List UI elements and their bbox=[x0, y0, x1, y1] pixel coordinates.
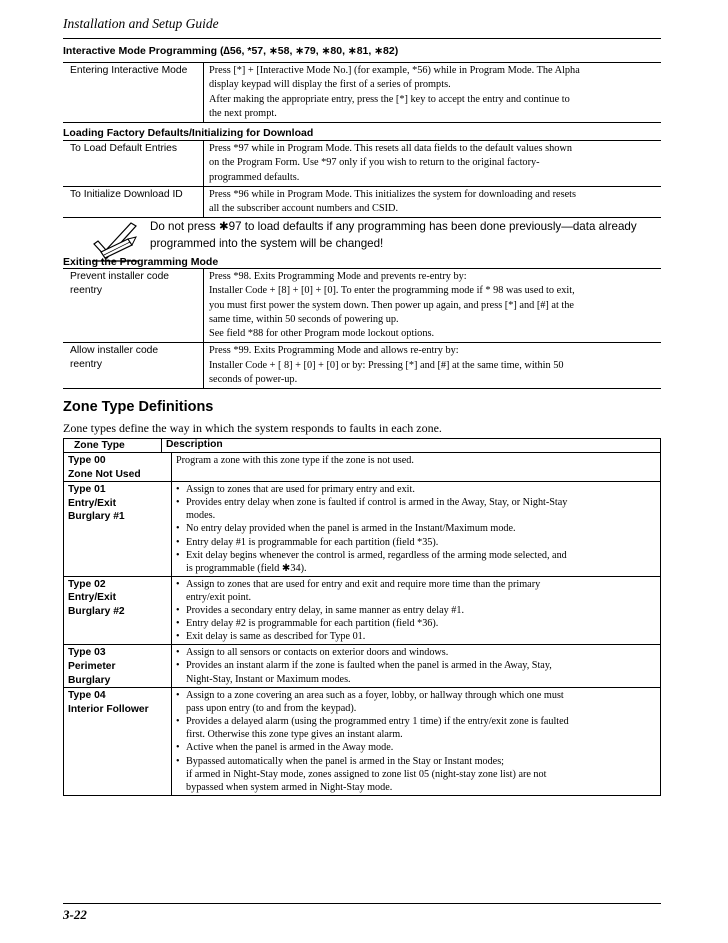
bullet-line: modes. bbox=[186, 510, 216, 522]
bullet-text bbox=[186, 630, 365, 643]
bullet-line: Bypassed automatically when the panel is armed in the Stay or Instant modes; bbox=[186, 755, 505, 767]
zone-type-line: Interior Follower bbox=[68, 703, 149, 715]
description-text bbox=[176, 454, 658, 467]
bullet-line: first. Otherwise this zone type gives an instant alarm. bbox=[186, 729, 403, 741]
bullet-item bbox=[176, 689, 658, 715]
zone-type-cell bbox=[64, 577, 172, 644]
bullet-icon: • bbox=[176, 647, 180, 659]
header-rule bbox=[63, 38, 661, 39]
description-line: Program a zone with this zone type if the zone is not used. bbox=[176, 455, 414, 466]
bullet-item bbox=[176, 522, 658, 535]
bullet-icon: • bbox=[176, 536, 180, 548]
row-label bbox=[63, 63, 204, 122]
bullet-text bbox=[186, 646, 448, 659]
zone-type-line: Type 04 bbox=[68, 690, 106, 702]
col-header-description: Description bbox=[166, 439, 223, 450]
bullet-icon: • bbox=[176, 742, 180, 754]
page-number: 3-22 bbox=[63, 907, 87, 922]
bullet-item bbox=[176, 549, 658, 575]
bullet-item bbox=[176, 536, 658, 549]
bullet-icon: • bbox=[176, 755, 180, 767]
table-row bbox=[64, 688, 660, 795]
bullet-item bbox=[176, 617, 658, 630]
zone-type-heading: Zone Type Definitions bbox=[63, 399, 214, 415]
bullet-icon: • bbox=[176, 618, 180, 630]
row-text-line: Installer Code + [ 8] + [0] + [0] or by: Pressing [*] and [#] at the same time, within 50 bbox=[209, 359, 564, 371]
bullet-icon: • bbox=[176, 660, 180, 672]
zone-type-line: Type 00 bbox=[68, 455, 106, 466]
zone-description-cell bbox=[172, 482, 660, 576]
bullet-item bbox=[176, 741, 658, 754]
bullet-line: Provides an instant alarm if the zone is faulted when the panel is armed in the Away, Stay, bbox=[186, 660, 552, 672]
bullet-item bbox=[176, 578, 658, 604]
row-description bbox=[204, 187, 661, 218]
bullet-item bbox=[176, 630, 658, 643]
row-text-line: you must first power the system down. Then power up again, and press [*] and [#] at the bbox=[209, 299, 574, 311]
bullet-item bbox=[176, 659, 658, 685]
zone-description-cell bbox=[172, 645, 660, 687]
row-text-line: seconds of power-up. bbox=[209, 374, 298, 386]
bullet-item bbox=[176, 715, 658, 741]
zone-description-cell bbox=[172, 577, 660, 644]
bullet-icon: • bbox=[176, 690, 180, 702]
row-description bbox=[204, 141, 661, 186]
bullet-line: Night-Stay, Instant or Maximum modes. bbox=[186, 673, 351, 685]
bullet-text bbox=[186, 689, 564, 715]
bullet-text bbox=[186, 496, 567, 522]
row-text-line: display keypad will display the first of a series of prompts. bbox=[209, 79, 451, 91]
bullet-text bbox=[186, 741, 393, 754]
table-row bbox=[63, 141, 661, 187]
bullet-item bbox=[176, 646, 658, 659]
bullet-text bbox=[186, 755, 546, 794]
bullet-icon: • bbox=[176, 605, 180, 617]
bullet-text bbox=[186, 715, 569, 741]
zone-type-line: Burglary #2 bbox=[68, 606, 125, 618]
bullet-line: Active when the panel is armed in the Away mode. bbox=[186, 742, 394, 754]
bullet-line: Assign to zones that are used for entry and exit and require more time than the primary bbox=[186, 578, 541, 590]
bullet-line: Exit delay is same as described for Type 01. bbox=[186, 631, 366, 643]
row-label-line: Allow installer code bbox=[70, 345, 159, 357]
zone-table-header bbox=[64, 439, 660, 453]
zone-type-intro: Zone types define the way in which the system responds to faults in each zone. bbox=[63, 421, 442, 435]
row-label bbox=[63, 141, 204, 186]
row-text-line: Press *98. Exits Programming Mode and prevents re-entry by: bbox=[209, 271, 467, 282]
table-row bbox=[63, 269, 661, 343]
row-label-line: Entering Interactive Mode bbox=[70, 65, 188, 76]
bullet-line: No entry delay provided when the panel is armed in the Instant/Maximum mode. bbox=[186, 523, 516, 535]
bullet-text bbox=[186, 536, 438, 549]
zone-type-line: Entry/Exit bbox=[68, 592, 117, 604]
bullet-line: if armed in Night-Stay mode, zones assigned to zone list 05 (night-stay zone list) are not bbox=[186, 768, 547, 780]
zone-description-cell bbox=[172, 453, 660, 481]
footer-rule bbox=[63, 903, 661, 904]
row-label bbox=[63, 343, 204, 388]
row-text-line: After making the appropriate entry, press the [*] key to accept the entry and continue to bbox=[209, 93, 570, 105]
row-text-line: Installer Code + [8] + [0] + [0]. To enter the programming mode if * 98 was used to exit, bbox=[209, 285, 575, 297]
zone-type-cell bbox=[64, 645, 172, 687]
zone-type-cell bbox=[64, 453, 172, 481]
row-text-line: the next prompt. bbox=[209, 107, 277, 119]
bullet-text bbox=[186, 522, 516, 535]
zone-type-cell bbox=[64, 482, 172, 576]
bullet-line: Assign to a zone covering an area such as a foyer, lobby, or hallway through which one must bbox=[186, 690, 564, 702]
row-label bbox=[63, 269, 204, 342]
bullet-line: Provides entry delay when zone is faulted if control is armed in the Away, Stay, or Night-Stay bbox=[186, 497, 568, 509]
bullet-line: Provides a delayed alarm (using the programmed entry 1 time) if the entry/exit zone is faulted bbox=[186, 716, 569, 728]
bullet-icon: • bbox=[176, 523, 180, 535]
row-label-line: To Initialize Download ID bbox=[70, 188, 183, 200]
bullet-line: entry/exit point. bbox=[186, 591, 252, 603]
zone-type-line: Type 02 bbox=[68, 578, 106, 590]
col-header-zone-type: Zone Type bbox=[64, 439, 162, 452]
warning-line: programmed into the system will be changed! bbox=[150, 236, 384, 250]
bullet-line: Provides a secondary entry delay, in same manner as entry delay #1. bbox=[186, 605, 464, 617]
bullet-text bbox=[186, 578, 540, 604]
row-description bbox=[204, 269, 661, 342]
zone-type-line: Zone Not Used bbox=[68, 468, 141, 480]
row-label-line: Prevent installer code bbox=[70, 271, 170, 282]
zone-type-line: Type 01 bbox=[68, 484, 106, 496]
row-description bbox=[204, 343, 661, 388]
warning-note bbox=[150, 219, 660, 252]
bullet-icon: • bbox=[176, 497, 180, 509]
zone-type-line: Burglary #1 bbox=[68, 511, 125, 523]
defaults-table bbox=[63, 140, 661, 218]
bullet-line: Assign to all sensors or contacts on exterior doors and windows. bbox=[186, 647, 449, 659]
zone-type-line: Perimeter bbox=[68, 660, 116, 672]
row-text-line: same time, within 50 seconds of powering up. bbox=[209, 313, 399, 325]
zone-type-line: Burglary bbox=[68, 674, 111, 686]
row-label-line: reentry bbox=[70, 285, 103, 296]
bullet-line: bypassed when system armed in Night-Stay mode. bbox=[186, 781, 393, 793]
interactive-mode-table bbox=[63, 62, 661, 123]
bullet-line: pass upon entry (to and from the keypad). bbox=[186, 703, 357, 715]
section-title-defaults: Loading Factory Defaults/Initializing for Download bbox=[63, 127, 314, 139]
bullet-text bbox=[186, 549, 567, 575]
bullet-icon: • bbox=[176, 716, 180, 728]
table-row bbox=[64, 577, 660, 645]
bullet-icon: • bbox=[176, 484, 180, 496]
bullet-text bbox=[186, 659, 552, 685]
bullet-item bbox=[176, 483, 658, 496]
warning-line: Do not press ✱97 to load defaults if any programming has been done previously—data already bbox=[150, 220, 637, 233]
row-text-line: See field *88 for other Program mode lockout options. bbox=[209, 328, 435, 340]
table-row bbox=[63, 343, 661, 388]
bullet-text bbox=[186, 617, 438, 630]
row-text-line: on the Program Form. Use *97 only if you wish to return to the original factory- bbox=[209, 157, 540, 169]
table-row bbox=[64, 645, 660, 688]
bullet-line: Exit delay begins whenever the control is armed, regardless of the arming mode selected, and bbox=[186, 549, 567, 561]
row-text-line: all the subscriber account numbers and CSID. bbox=[209, 203, 399, 215]
zone-type-line: Type 03 bbox=[68, 647, 106, 659]
section-title-exiting: Exiting the Programming Mode bbox=[63, 256, 219, 268]
row-text-line: programmed defaults. bbox=[209, 171, 300, 183]
bullet-line: Entry delay #1 is programmable for each partition (field *35). bbox=[186, 536, 439, 548]
bullet-item bbox=[176, 496, 658, 522]
row-text-line: Press *99. Exits Programming Mode and allows re-entry by: bbox=[209, 345, 459, 357]
page-header-title: Installation and Setup Guide bbox=[63, 16, 219, 31]
bullet-icon: • bbox=[176, 578, 180, 590]
table-row bbox=[64, 482, 660, 577]
zone-type-cell bbox=[64, 688, 172, 795]
bullet-line: Assign to zones that are used for primary entry and exit. bbox=[186, 484, 415, 496]
row-description bbox=[204, 63, 661, 122]
row-text-line: Press [*] + [Interactive Mode No.] (for example, *56) while in Program Mode. The Alpha bbox=[209, 65, 580, 76]
table-row bbox=[63, 187, 661, 218]
table-row bbox=[63, 63, 661, 122]
bullet-line: Entry delay #2 is programmable for each partition (field *36). bbox=[186, 618, 439, 630]
bullet-item bbox=[176, 604, 658, 617]
bullet-line: is programmable (field ✱34). bbox=[186, 562, 307, 574]
row-text-line: Press *97 while in Program Mode. This resets all data fields to the default values shown bbox=[209, 143, 572, 154]
row-label bbox=[63, 187, 204, 218]
bullet-text bbox=[186, 483, 415, 496]
table-row bbox=[64, 453, 660, 482]
section-title-interactive: Interactive Mode Programming (∆56, *57, ∗58, ∗79, ∗80, ∗81, ∗82) bbox=[63, 45, 399, 57]
bullet-text bbox=[186, 604, 464, 617]
zone-description-cell bbox=[172, 688, 660, 795]
zone-type-table bbox=[63, 438, 661, 796]
exiting-table bbox=[63, 268, 661, 389]
row-label-line: reentry bbox=[70, 359, 103, 371]
bullet-item bbox=[176, 755, 658, 794]
row-label-line: To Load Default Entries bbox=[70, 143, 178, 154]
bullet-icon: • bbox=[176, 631, 180, 643]
zone-type-line: Entry/Exit bbox=[68, 497, 117, 509]
row-text-line: Press *96 while in Program Mode. This initializes the system for downloading and resets bbox=[209, 188, 577, 200]
bullet-icon: • bbox=[176, 549, 180, 561]
